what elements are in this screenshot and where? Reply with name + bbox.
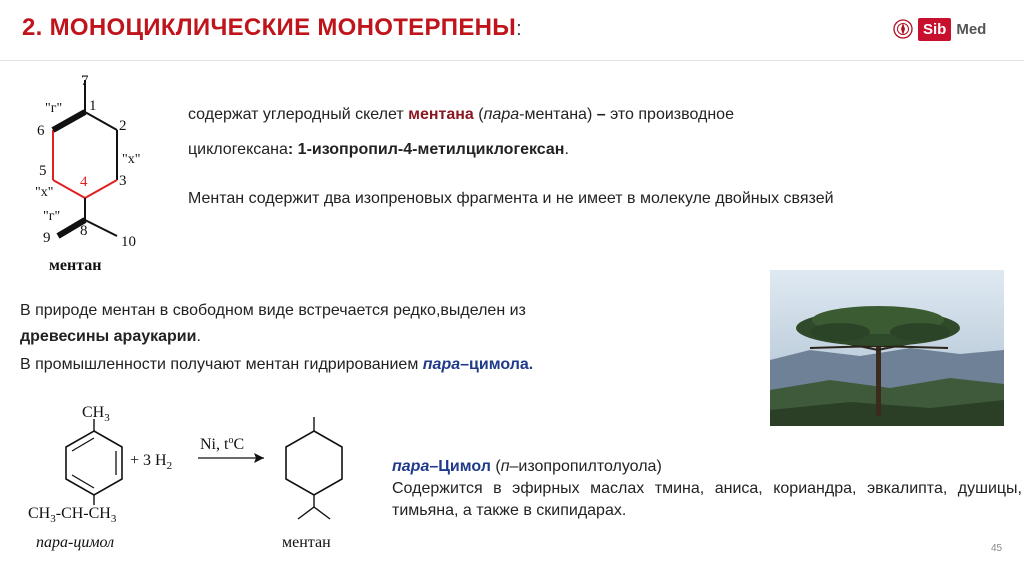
- intro-paragraph-2: Ментан содержит два изопреновых фрагмента и не имеет в молекуле двойных связей: [188, 190, 834, 207]
- atom-10: 10: [121, 234, 136, 250]
- logo-sib: Sib: [918, 18, 951, 41]
- slide-title: 2. МОНОЦИКЛИЧЕСКИЕ МОНОТЕРПЕНЫ:: [22, 14, 522, 41]
- reactant-name: пара-цимол: [36, 534, 115, 551]
- atom-8: 8: [80, 223, 88, 239]
- nature-line-1: В природе ментан в свободном виде встречается редко,выделен из: [20, 302, 526, 319]
- reaction-scheme: [26, 405, 366, 555]
- label-g-top: "г": [45, 101, 63, 116]
- cymene-description: Содержится в эфирных маслах тмина, аниса, кориандра, эвкалипта, душицы, тимьяна, а также в скипидарах.: [392, 480, 1022, 519]
- atom-4: 4: [80, 174, 88, 190]
- nature-line-3: В промышленности получают ментан гидрированием пара–цимола.: [20, 356, 534, 373]
- label-x-right: "x": [122, 152, 141, 167]
- atom-7: 7: [81, 73, 89, 89]
- atom-2: 2: [119, 118, 127, 134]
- reaction-conditions: Ni, $t^oC$: [200, 435, 245, 453]
- cymene-ch3-top: $CH_3$: [82, 405, 110, 424]
- atom-9: 9: [43, 230, 51, 246]
- atom-3: 3: [119, 173, 127, 189]
- page-number: 45: [991, 543, 1003, 554]
- sibmed-logo: [893, 14, 986, 44]
- atom-5: 5: [39, 163, 47, 179]
- intro-line-1: содержат углеродный скелет ментана (пара-ментана) – это производное: [188, 106, 734, 123]
- label-x-left: "x": [35, 185, 54, 200]
- cymene-heading: пара–Цимол (п–изопропилтолуола): [392, 458, 662, 475]
- intro-line-2: циклогексана: 1-изопропил-4-метилциклогексан.: [188, 141, 569, 158]
- hydrogen-reagent: + 3 $H_2$: [130, 452, 173, 472]
- logo-med: Med: [956, 20, 987, 38]
- nature-line-2: древесины араукарии.: [20, 328, 201, 345]
- atom-1: 1: [89, 98, 97, 114]
- cymene-isopropyl: $CH_3-CH-CH_3$: [28, 505, 117, 525]
- university-seal-icon: [893, 16, 913, 42]
- atom-6: 6: [37, 123, 45, 139]
- title-divider: [0, 60, 1024, 61]
- label-g-bottom: "г": [43, 209, 61, 224]
- product-name: ментан: [282, 534, 331, 551]
- araucaria-tree-photo: [770, 270, 1004, 426]
- menthane-structure: [25, 68, 165, 278]
- menthane-caption: ментан: [49, 257, 102, 274]
